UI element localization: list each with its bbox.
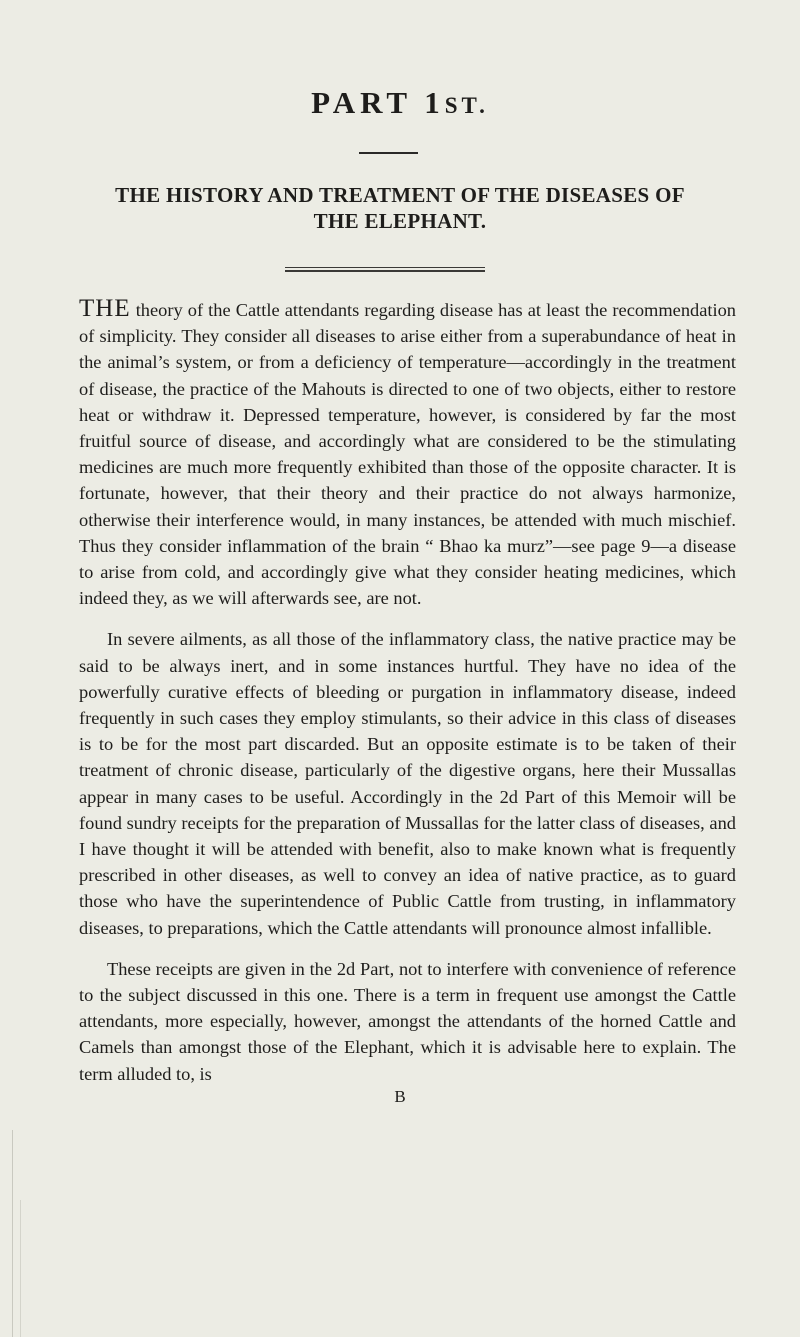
page-edge-line-2 xyxy=(20,1200,21,1337)
chapter-title-line-1: THE HISTORY AND TREATMENT OF THE DISEASES OF xyxy=(115,183,685,207)
paragraph-3: These receipts are given in the 2d Part, not to interfere with convenience of reference to the subject discussed in this one. There is a term in frequent use amongst the Cattle attendants, more especially, however, amongst the attendants of the horned Cattle and Camels than amongst those of the Elephant, which it is advisable here to explain. The term alluded to, is xyxy=(79,958,736,1084)
paragraph-1-opening-word: THE xyxy=(79,295,131,322)
short-rule-divider xyxy=(359,152,418,154)
part-heading xyxy=(0,84,800,125)
page-edge-line xyxy=(12,1130,13,1337)
part-heading-main: PART 1 xyxy=(311,85,445,120)
chapter-title xyxy=(60,182,740,234)
double-rule-divider xyxy=(285,267,485,272)
paragraph-1-text: theory of the Cattle attendants regarding disease has at least the recommendation of simplicity. They consider all diseases to arise either from a superabundance of heat in the animal’s system, or from a deficiency of temperature—accordingly in the treatment of disease, the practice of the Mahouts is directed to one of two objects, either to restore heat or withdraw it. Depressed temperature, however, is considered by far the most fruitful source of disease, and accordingly what are considered to be the stimulating medicines are much more frequently exhibited than those of the opposite character. It is fortunate, however, that their theory and their practice do not always harmonize, otherwise their interference would, in many instances, be attended with much mischief. Thus they consider inflammation of the brain “ Bhao ka murz”—see page 9—a disease to arise from cold, and accordingly give what they consider heating medicines, which indeed they, as we will afterwards see, are not. xyxy=(79,300,736,609)
body-text xyxy=(79,296,736,1087)
signature-mark: B xyxy=(394,1087,406,1106)
paragraph-2: In severe ailments, as all those of the inflammatory class, the native practice may be said to be always inert, and in some instances hurtful. They have no idea of the powerfully curative effects of bleeding or purgation in inflammatory disease, indeed frequently in such cases they employ stimulants, so their advice in this class of diseases is to be for the most part discarded. But an opposite estimate is to be taken of their treatment of chronic disease, particularly of the digestive organs, here their Mussallas appear in many cases to be useful. Accordingly in the 2d Part of this Memoir will be found sundry receipts for the preparation of Mussallas for the latter class of diseases, and I have thought it will be attended with benefit, also to make known what is frequently prescribed in other diseases, as well to convey an idea of native practice, as to guard those who have the superintendence of Public Cattle from trusting, in inflammatory diseases, to preparations, which the Cattle attendants will pronounce almost infallible. xyxy=(79,629,736,938)
chapter-title-line-2: THE ELEPHANT. xyxy=(313,209,487,233)
part-heading-suffix: ST. xyxy=(444,93,489,118)
paragraph-1 xyxy=(79,296,736,611)
